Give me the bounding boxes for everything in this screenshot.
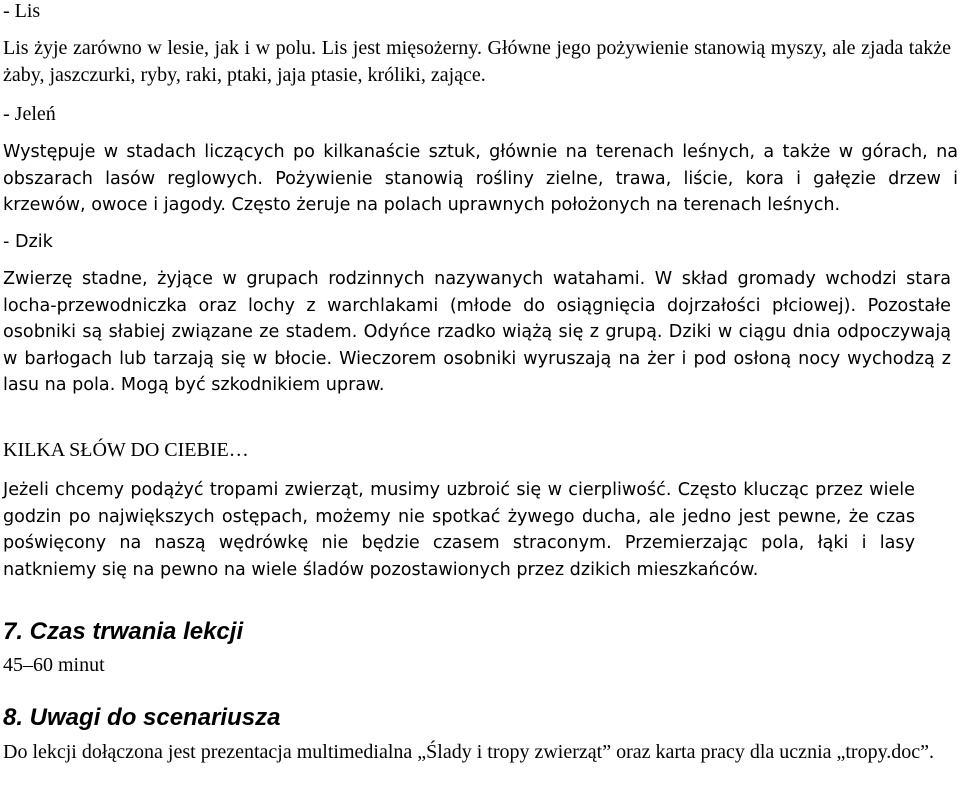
section-heading-uwagi: 8. Uwagi do scenariusza	[3, 704, 281, 731]
paragraph-dzik: Zwierzę stadne, żyjące w grupach rodzinnych nazywanych watahami. W skład gromady wchodzi stara locha-przewodniczka oraz lochy z warchlakami (młode do osiągnięcia dojrzałości płciowej). Pozostałe osobniki są słabiej związane ze stadem. Odyńce rzadko wiążą się z grupą. Dziki w ciągu dnia odpoczywają w barłogach lub tarzają się w błocie. Wieczorem osobniki wyruszają na żer i pod osłoną nocy wychodzą z lasu na pola. Mogą być szkodnikiem upraw.	[3, 269, 951, 395]
paragraph-jelen: Występuje w stadach liczących po kilkanaście sztuk, głównie na terenach leśnych, a także w górach, na obszarach lasów reglowych. Pożywienie stanowią rośliny zielne, trawa, liście, kora i gałęzie drzew i krzewów, owoce i jagody. Często żeruje na polach uprawnych położonych na terenach leśnych.	[3, 142, 958, 215]
section-heading-jelen: - Jeleń	[3, 103, 56, 125]
section-heading-lis: - Lis	[3, 0, 41, 22]
paragraph-kilka-slow: Jeżeli chcemy podążyć tropami zwierząt, musimy uzbroić się w cierpliwość. Często klucząc przez wiele godzin po największych ostępach, możemy nie spotkać żywego ducha, ale jedno jest pewne, że czas poświęcony na naszą wędrówkę nie będzie czasem straconym. Przemierzając pola, łąki i lasy natkniemy się na pewno na wiele śladów pozostawionych przez dzikich mieszkańców.	[3, 480, 915, 580]
paragraph-lis: Lis żyje zarówno w lesie, jak i w polu. Lis jest mięsożerny. Główne jego pożywienie stanowią myszy, ale zjada także żaby, jaszczurki, ryby, raki, ptaki, jaja ptasie, króliki, zające.	[3, 37, 951, 86]
paragraph-uwagi: Do lekcji dołączona jest prezentacja multimedialna „Ślady i tropy zwierząt” oraz karta pracy dla ucznia „tropy.doc”.	[3, 741, 935, 763]
section-heading-kilka-slow: KILKA SŁÓW DO CIEBIE…	[3, 439, 249, 461]
section-heading-dzik: - Dzik	[3, 232, 53, 252]
paragraph-czas-trwania: 45–60 minut	[3, 654, 105, 676]
section-heading-czas-trwania: 7. Czas trwania lekcji	[3, 618, 244, 645]
